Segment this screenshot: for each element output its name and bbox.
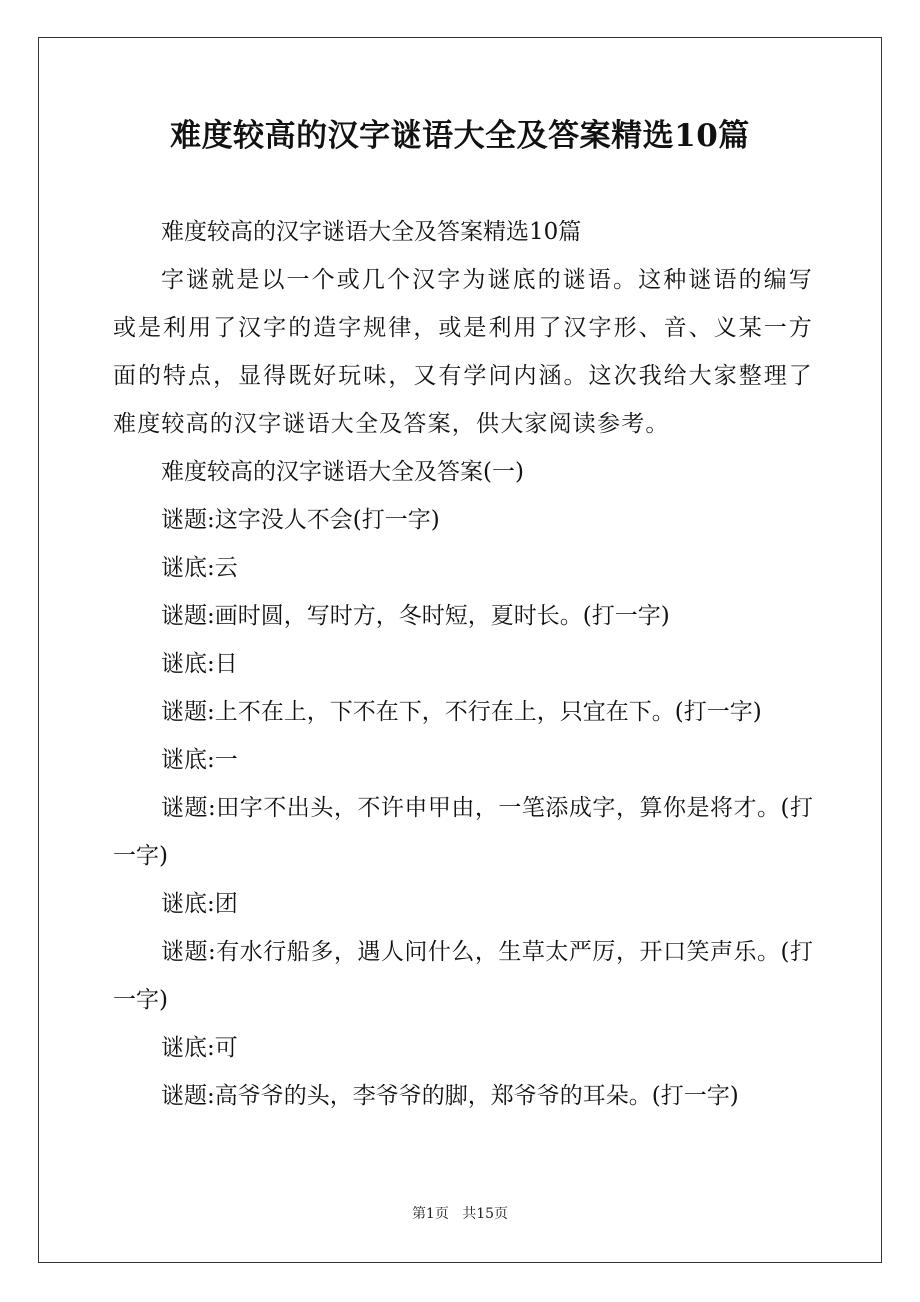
riddle-answer: 谜底:云: [161, 555, 238, 581]
page-footer: [0, 1204, 920, 1224]
riddle-answer: 谜底:可: [161, 1035, 238, 1061]
riddle-answer: 谜底:一: [161, 747, 238, 773]
riddle-answer: 谜底:团: [161, 891, 238, 917]
section-heading: 难度较高的汉字谜语大全及答案(一): [161, 459, 524, 485]
riddle-question: 谜题:高爷爷的头，李爷爷的脚，郑爷爷的耳朵。(打一字): [161, 1083, 739, 1109]
riddle-question: 谜题:田字不出头，不许申甲由，一笔添成字，算你是将才。(打一字): [113, 795, 813, 869]
page-number: 第1页: [411, 1206, 449, 1222]
riddle-question: 谜题:上不在上，下不在下，不行在上，只宜在下。(打一字): [161, 699, 762, 725]
riddle-answer: 谜底:日: [161, 651, 238, 677]
riddle-question: 谜题:画时圆，写时方，冬时短，夏时长。(打一字): [161, 603, 670, 629]
paragraph-intro: 字谜就是以一个或几个汉字为谜底的谜语。这种谜语的编写或是利用了汉字的造字规律，或是利用了汉字形、音、义某一方面的特点，显得既好玩味，又有学问内涵。这次我给大家整理了难度较高的汉字谜语大全及答案，供大家阅读参考。: [113, 267, 813, 437]
document-body: [113, 208, 813, 1120]
paragraph-heading: 难度较高的汉字谜语大全及答案精选10篇: [161, 219, 582, 245]
riddle-question: 谜题:有水行船多，遇人问什么，生草太严厉，开口笑声乐。(打一字): [113, 939, 813, 1013]
document-title: 难度较高的汉字谜语大全及答案精选10篇: [170, 118, 750, 154]
page-total: 共15页: [462, 1206, 509, 1222]
riddle-question: 谜题:这字没人不会(打一字): [161, 507, 440, 533]
